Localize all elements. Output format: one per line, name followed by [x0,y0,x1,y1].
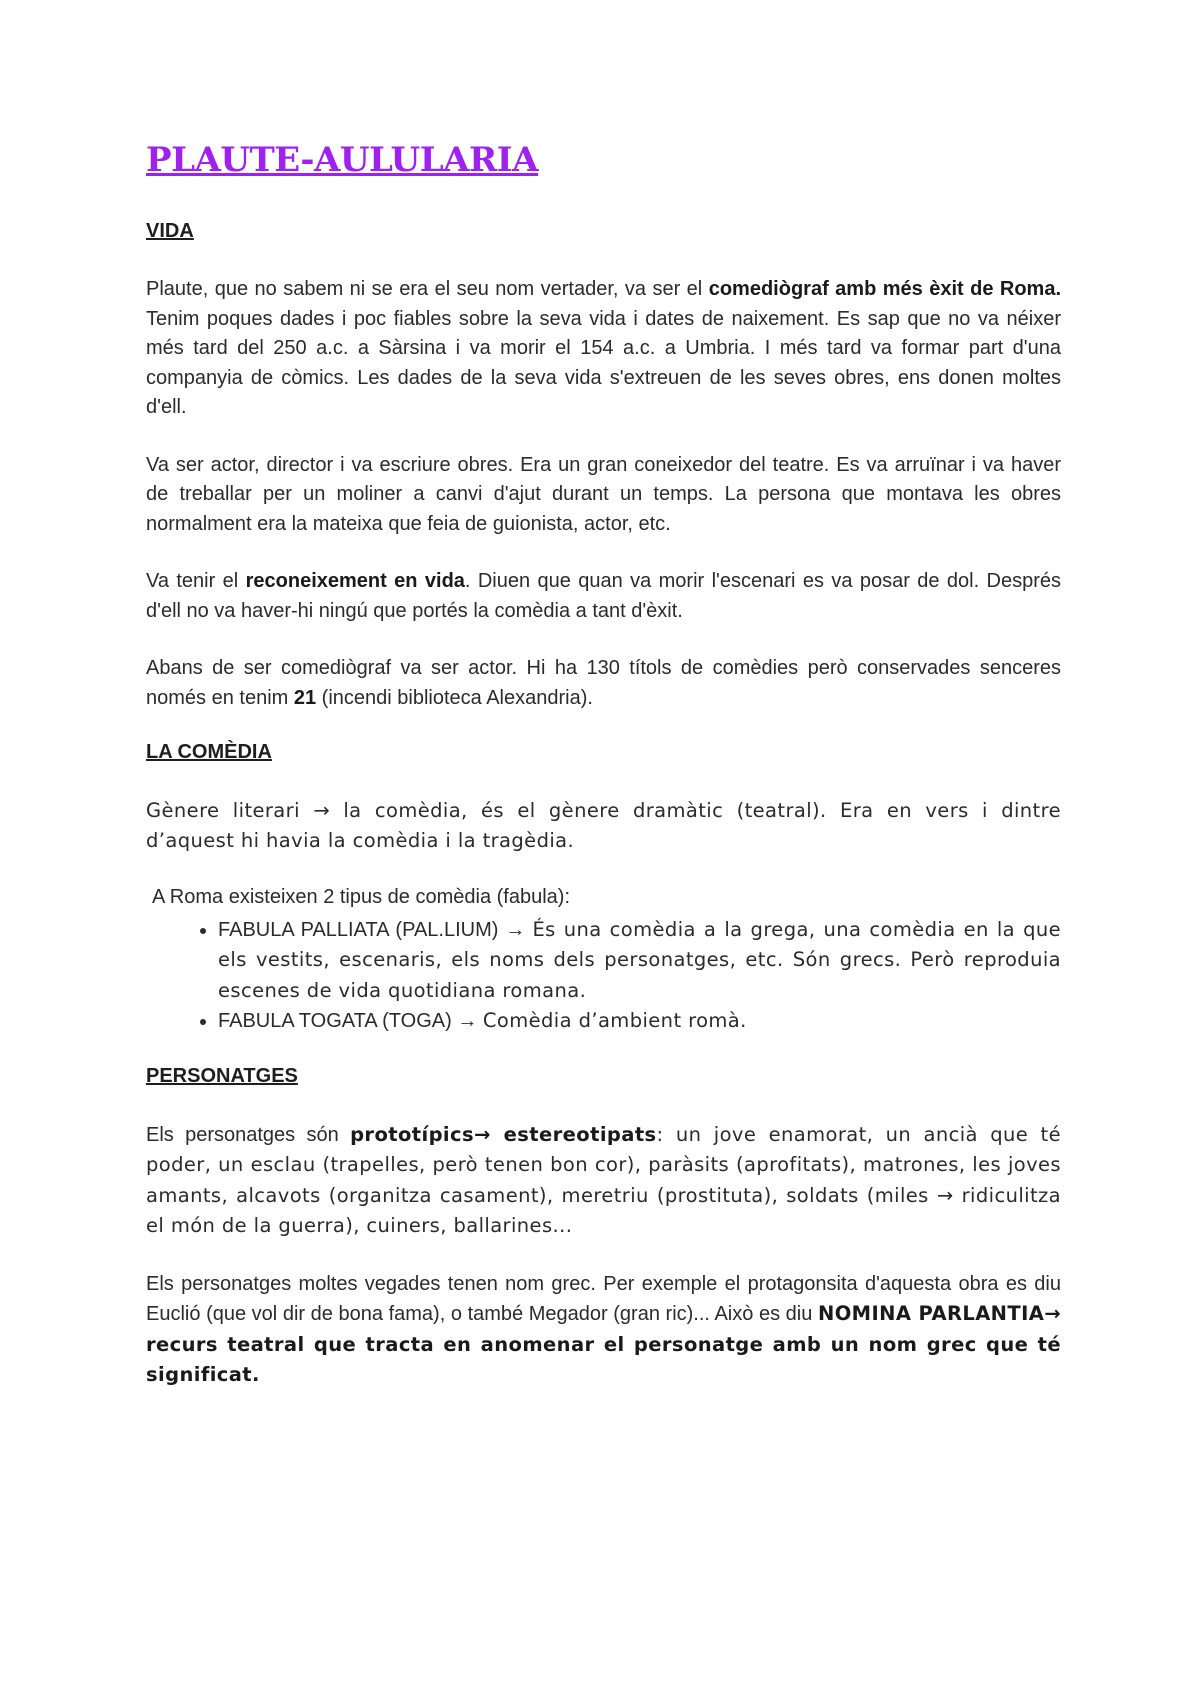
bold-text: prototípics→ estereotipats [350,1122,657,1146]
vida-paragraph-2: Va ser actor, director i va escriure obres. Era un gran coneixedor del teatre. Es va arruïnar i va haver de treballar per un moliner a canvi d'ajut durant un temps. La persona que montava les obres normalment era la mateixa que feia de guionista, actor, etc. [146,453,1061,535]
list-item [218,915,1061,1007]
text-run: Va tenir el [146,570,246,592]
vida-paragraph-3 [146,567,1061,626]
text-run: : un jove enamorat, un ancià que té poder, un esclau (trapelles, però tenen bon cor), paràsits (aprofitats), matrones, les joves amants, alcavots (organitza casament), meretriu (prostituta), soldats (miles → ridiculitza el món de la guerra), cuiners, ballarines... [146,1122,1061,1237]
text-run: FABULA TOGATA (TOGA) → [218,1010,483,1032]
text-run: Comèdia d’ambient romà. [482,1009,747,1032]
text-run: Els personatges són [146,1123,351,1146]
document-page [146,140,1061,1391]
text-run: (incendi biblioteca Alexandria). [316,686,593,709]
section-heading-personatges: PERSONATGES [146,1064,298,1087]
section-heading-vida: VIDA [146,220,194,242]
comedia-paragraph-1: Gènere literari → la comèdia, és el gènere dramàtic (teatral). Era en vers i dintre d’aquest hi havia la comèdia i la tragèdia. [146,799,1061,852]
list-item [218,1006,1061,1037]
document-title: PLAUTE-AULULARIA [146,140,539,180]
comedia-types-list [146,915,1061,1037]
text-run: . Diuen que quan va morir l'escenari es va posar de dol. Després d'ell no va haver-hi ningú que portés la comèdia a tant d'èxit. [146,570,1061,622]
text-run: Tenim poques dades i poc fiables sobre la seva vida i dates de naixement. Es sap que no va néixer més tard del 250 a.c. a Sàrsina i va morir el 154 a.c. a Umbria. I més tard va formar part d'una companyia de còmics. Les dades de la seva vida s'extreuen de les seves obres, ens donen moltes d'ell. [146,307,1061,418]
text-run: Plaute, que no sabem ni se era el seu nom vertader, va ser el [146,278,709,300]
personatges-paragraph-1 [146,1120,1061,1242]
vida-paragraph-4 [146,654,1061,713]
section-heading-comedia: LA COMÈDIA [146,741,272,763]
bold-text: comediògraf amb més èxit de Roma. [708,278,1062,300]
text-run: Abans de ser comediògraf va ser actor. Hi ha 130 títols de comèdies però conservades senceres només en tenim [146,657,1061,709]
text-run: FABULA PALLIATA (PAL.LIUM) → [218,918,533,941]
personatges-paragraph-2 [146,1270,1061,1391]
text-run: És una comèdia a la grega, una comèdia en la que els vestits, escenaris, els noms dels personatges, etc. Són grecs. Però reproduia escenes de vida quotidiana romana. [218,917,1061,1002]
bold-text: NOMINA PARLANTIA→ recurs teatral que tracta en anomenar el personatge amb un nom grec que té significat. [146,1302,1061,1386]
comedia-lead: A Roma existeixen 2 tipus de comèdia (fabula): [152,886,570,908]
vida-paragraph-1 [146,275,1061,423]
bold-text: reconeixement en vida [245,570,465,592]
bold-text: 21 [293,686,317,709]
text-run: Els personatges moltes vegades tenen nom grec. Per exemple el protagonsita d'aquesta obra es diu Euclió (que vol dir de bona fama), o també Megador (gran ric)... Això es diu [146,1272,1061,1325]
